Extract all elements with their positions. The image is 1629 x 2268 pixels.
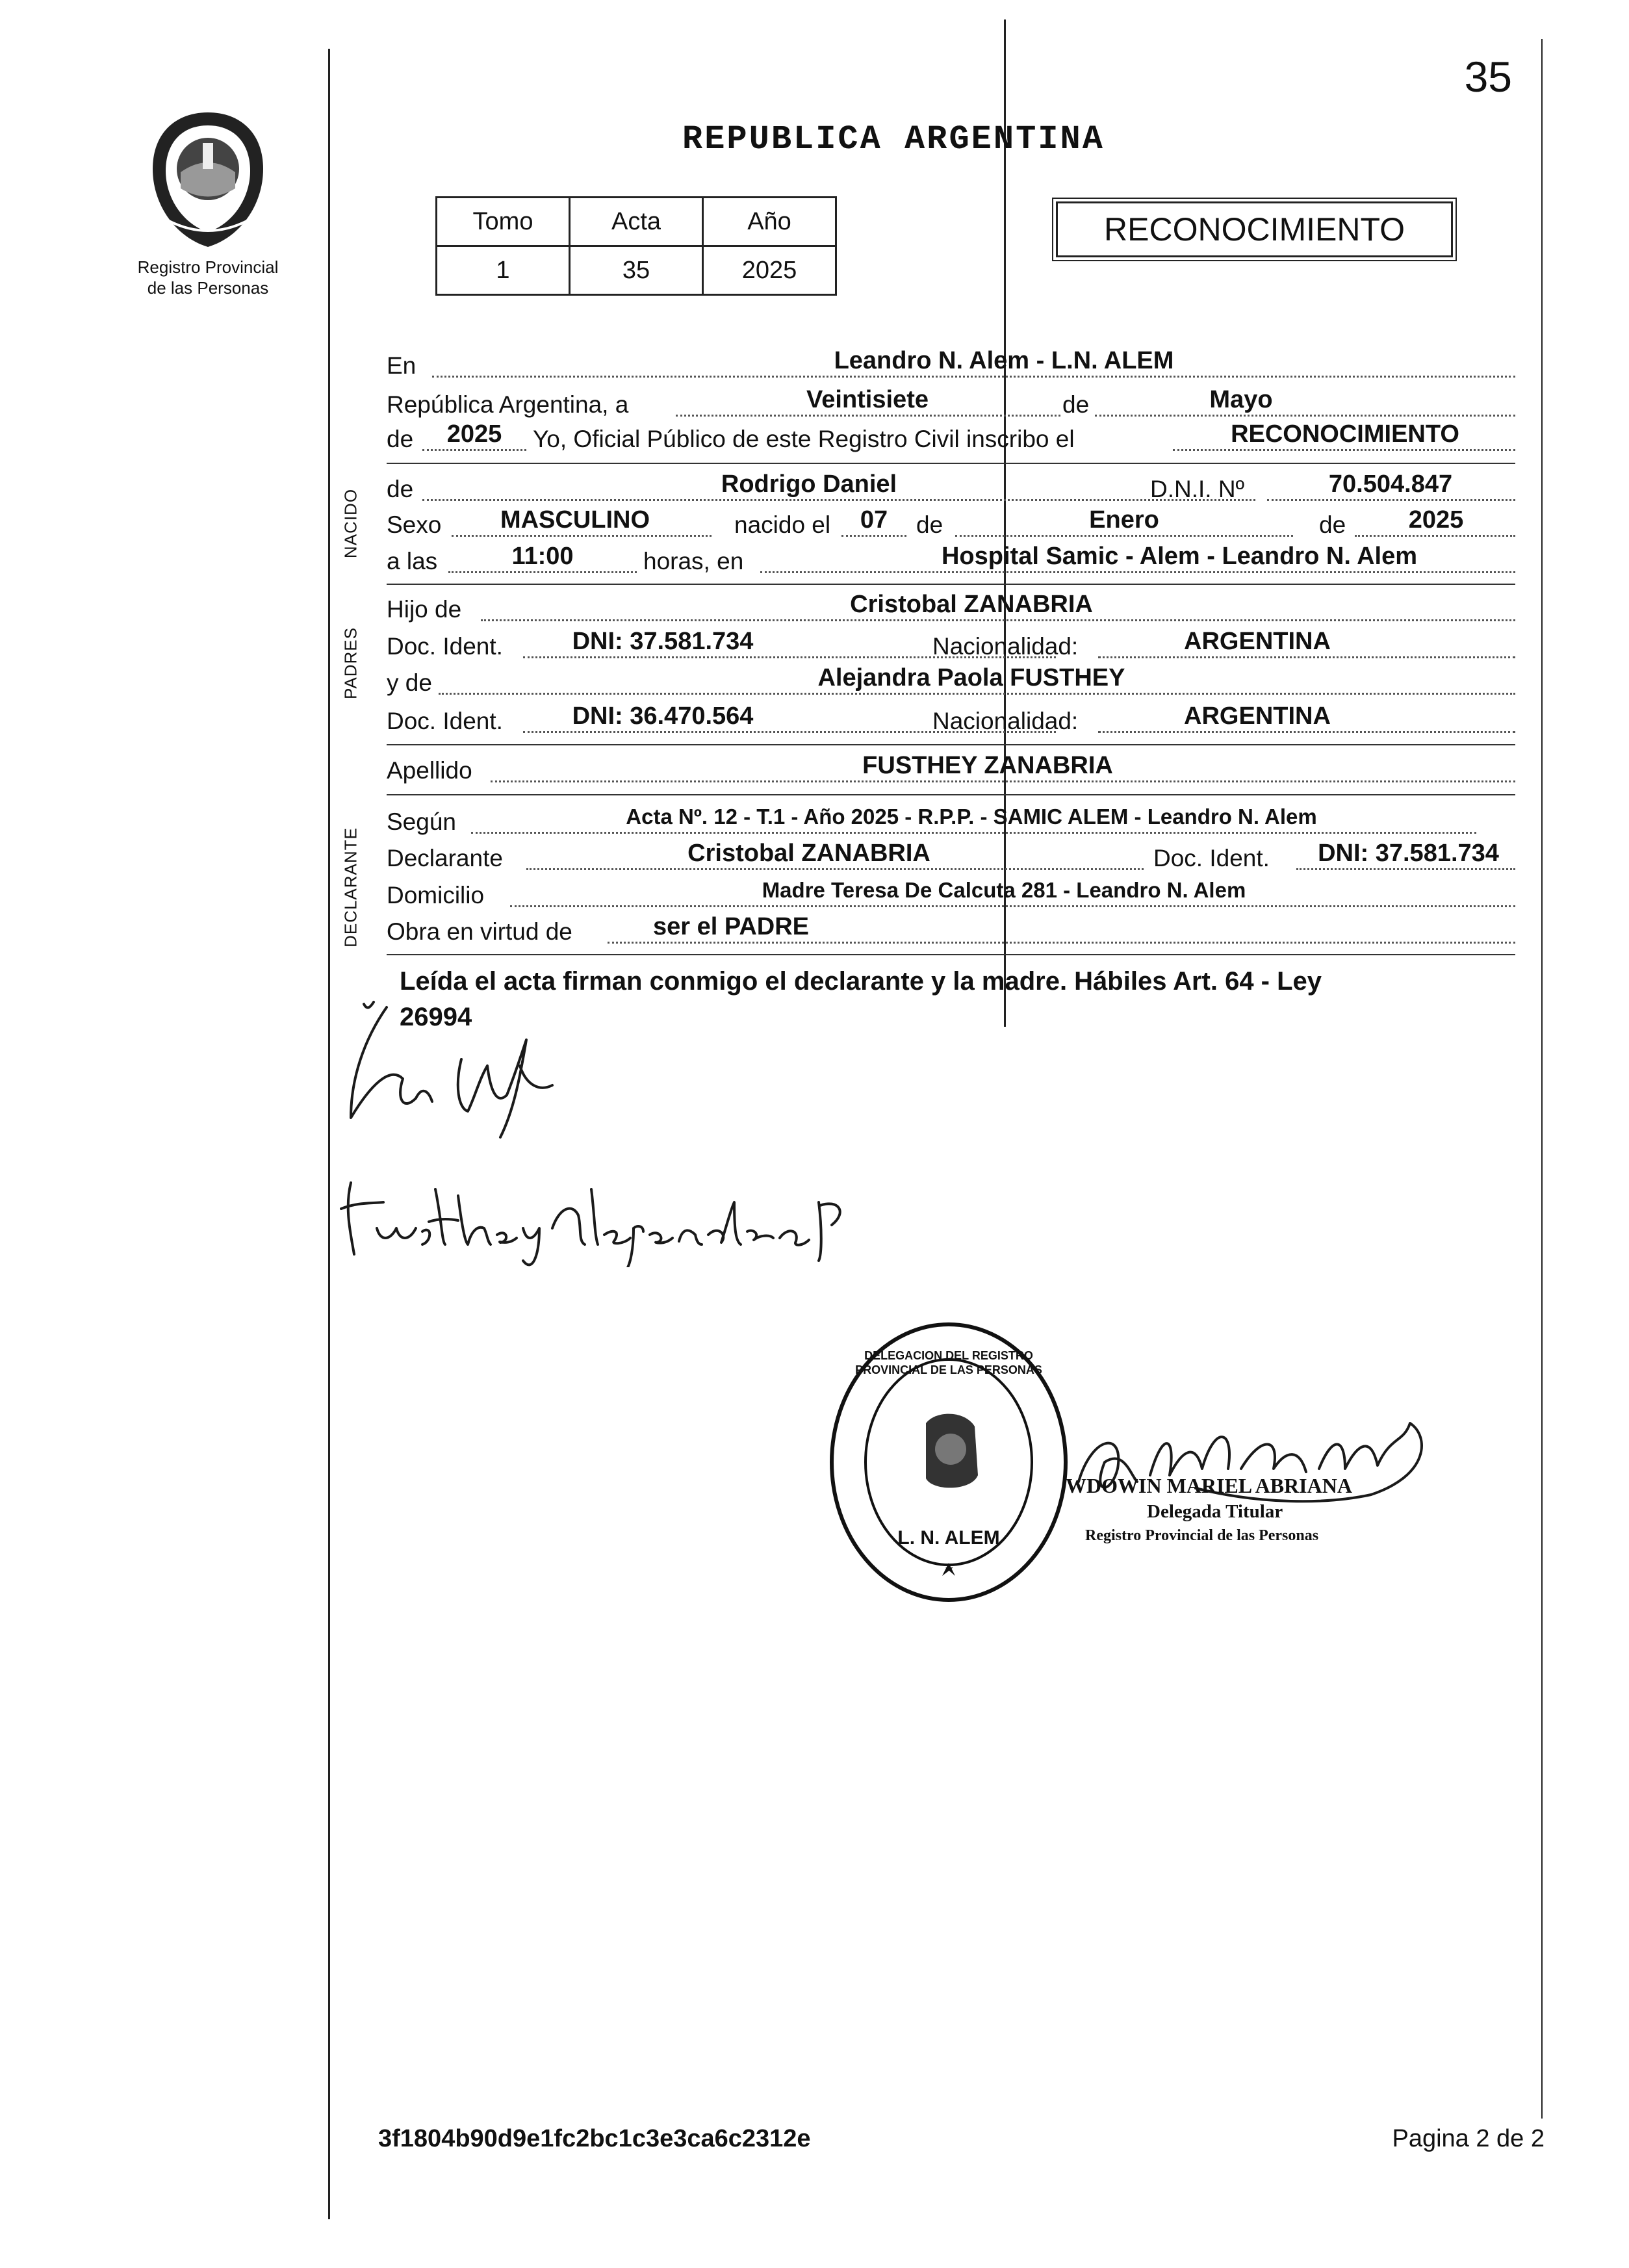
official-signature: [1066, 1410, 1456, 1514]
value-doc3: DNI: 37.581.734: [1318, 840, 1499, 867]
row-en: [387, 348, 1515, 384]
value-dia: Veintisiete: [806, 386, 929, 413]
label-de-nombre: de: [387, 476, 414, 502]
registry-line2: de las Personas: [147, 278, 269, 298]
row-padre: [387, 591, 1515, 628]
official-office: Registro Provincial de las Personas: [1085, 1527, 1319, 1544]
country-title: REPUBLICA ARGENTINA: [682, 120, 1105, 159]
label-segun: Según: [387, 808, 456, 835]
label-republica: República Argentina, a: [387, 391, 629, 418]
stamp-center-text: L. N. ALEM: [897, 1527, 1000, 1549]
row-declarante: [387, 840, 1515, 877]
registry-logo: [143, 107, 273, 253]
row-obra: [387, 914, 1515, 950]
table-header-acta: Acta: [570, 198, 703, 246]
closing-line-2: 26994: [400, 1003, 472, 1031]
label-nac-de2: de: [1319, 511, 1346, 538]
right-margin-line: [1541, 39, 1543, 2119]
register-table: [435, 196, 837, 296]
side-label-nacido: NACIDO: [340, 488, 361, 559]
label-domicilio: Domicilio: [387, 882, 485, 908]
value-domicilio: Madre Teresa De Calcuta 281 - Leandro N. Alem: [762, 878, 1246, 902]
label-nac-de: de: [916, 511, 943, 538]
value-en: Leandro N. Alem - L.N. ALEM: [834, 347, 1174, 374]
label-inscribo: Yo, Oficial Público de este Registro Civil inscribo el: [533, 426, 1075, 452]
label-de-anio: de: [387, 426, 414, 452]
table-value-tomo: 1: [437, 246, 570, 295]
value-dni: 70.504.847: [1328, 470, 1453, 498]
value-apellido: FUSTHEY ZANABRIA: [862, 752, 1113, 779]
divider-5: [387, 954, 1515, 955]
row-domicilio: [387, 877, 1515, 914]
page-indicator: Pagina 2 de 2: [1392, 2125, 1545, 2152]
value-mes: Mayo: [1209, 386, 1273, 413]
declarante-signature: [325, 988, 598, 1144]
label-doc3: Doc. Ident.: [1153, 845, 1270, 871]
registry-name: [110, 257, 305, 298]
label-nacido: nacido el: [734, 511, 831, 538]
value-sexo: MASCULINO: [500, 506, 650, 534]
table-value-anio: 2025: [703, 246, 836, 295]
value-nac-dia: 07: [860, 506, 888, 534]
official-name: WDOWIN MARIEL ABRIANA: [1066, 1474, 1352, 1497]
label-yde: y de: [387, 669, 432, 696]
provincia-misiones-seal-icon: [143, 107, 273, 253]
value-anio: 2025: [446, 420, 502, 448]
label-dni: D.N.I. Nº: [1150, 476, 1245, 502]
table-header-tomo: Tomo: [437, 198, 570, 246]
value-doc1: DNI: 37.581.734: [572, 628, 754, 655]
value-inscribo: RECONOCIMIENTO: [1231, 420, 1459, 448]
label-en: En: [387, 352, 417, 379]
value-padre: Cristobal ZANABRIA: [850, 591, 1093, 618]
stamp-ring-text: DELEGACION DEL REGISTRO PROVINCIAL DE LAS PERSONAS: [855, 1349, 1042, 1376]
divider-2: [387, 584, 1515, 585]
official-title: Delegada Titular: [1147, 1501, 1283, 1522]
row-apellido: [387, 753, 1515, 789]
value-doc2: DNI: 36.470.564: [572, 702, 754, 730]
value-lugar: Hospital Samic - Alem - Leandro N. Alem: [941, 543, 1417, 570]
value-declarante: Cristobal ZANABRIA: [687, 840, 930, 867]
label-nac2: Nacionalidad:: [932, 708, 1079, 734]
row-doc-madre: [387, 703, 1515, 740]
label-doc1: Doc. Ident.: [387, 633, 503, 660]
row-madre: [387, 665, 1515, 701]
label-doc2: Doc. Ident.: [387, 708, 503, 734]
page-number: 35: [1464, 53, 1512, 101]
label-hijo: Hijo de: [387, 596, 462, 623]
value-nac2: ARGENTINA: [1184, 702, 1331, 730]
divider-3: [387, 744, 1515, 745]
label-nac1: Nacionalidad:: [932, 633, 1079, 660]
label-apellido: Apellido: [387, 757, 472, 784]
value-nac-mes: Enero: [1089, 506, 1159, 534]
side-label-padres: PADRES: [340, 627, 361, 699]
value-nombre: Rodrigo Daniel: [721, 470, 897, 498]
row-inscribo: [387, 421, 1515, 457]
value-obra: ser el PADRE: [652, 913, 810, 940]
value-nac-anio: 2025: [1408, 506, 1464, 534]
act-type-box: RECONOCIMIENTO: [1056, 201, 1453, 257]
label-horas-en: horas, en: [643, 548, 744, 574]
official-stamp: [828, 1319, 1069, 1605]
closing-line-1: Leída el acta firman conmigo el declarante y la madre. Hábiles Art. 64 - Ley: [400, 967, 1322, 996]
value-hora: 11:00: [511, 543, 574, 570]
madre-signature: [338, 1163, 858, 1267]
row-hora: [387, 543, 1515, 580]
table-value-acta: 35: [570, 246, 703, 295]
label-sexo: Sexo: [387, 511, 442, 538]
label-declarante: Declarante: [387, 845, 503, 871]
divider-4: [387, 794, 1515, 795]
value-nac1: ARGENTINA: [1184, 628, 1331, 655]
document-hash: 3f1804b90d9e1fc2bc1c3e3ca6c2312e: [378, 2125, 811, 2152]
registry-line1: Registro Provincial: [137, 257, 279, 277]
label-obra: Obra en virtud de: [387, 918, 572, 945]
label-de-mes: de: [1062, 391, 1090, 418]
divider-1: [387, 463, 1515, 464]
table-header-anio: Año: [703, 198, 836, 246]
value-segun: Acta Nº. 12 - T.1 - Año 2025 - R.P.P. - SAMIC ALEM - Leandro N. Alem: [626, 805, 1317, 829]
value-madre: Alejandra Paola FUSTHEY: [817, 664, 1125, 691]
side-label-declarante: DECLARANTE: [340, 827, 361, 947]
label-alas: a las: [387, 548, 438, 574]
